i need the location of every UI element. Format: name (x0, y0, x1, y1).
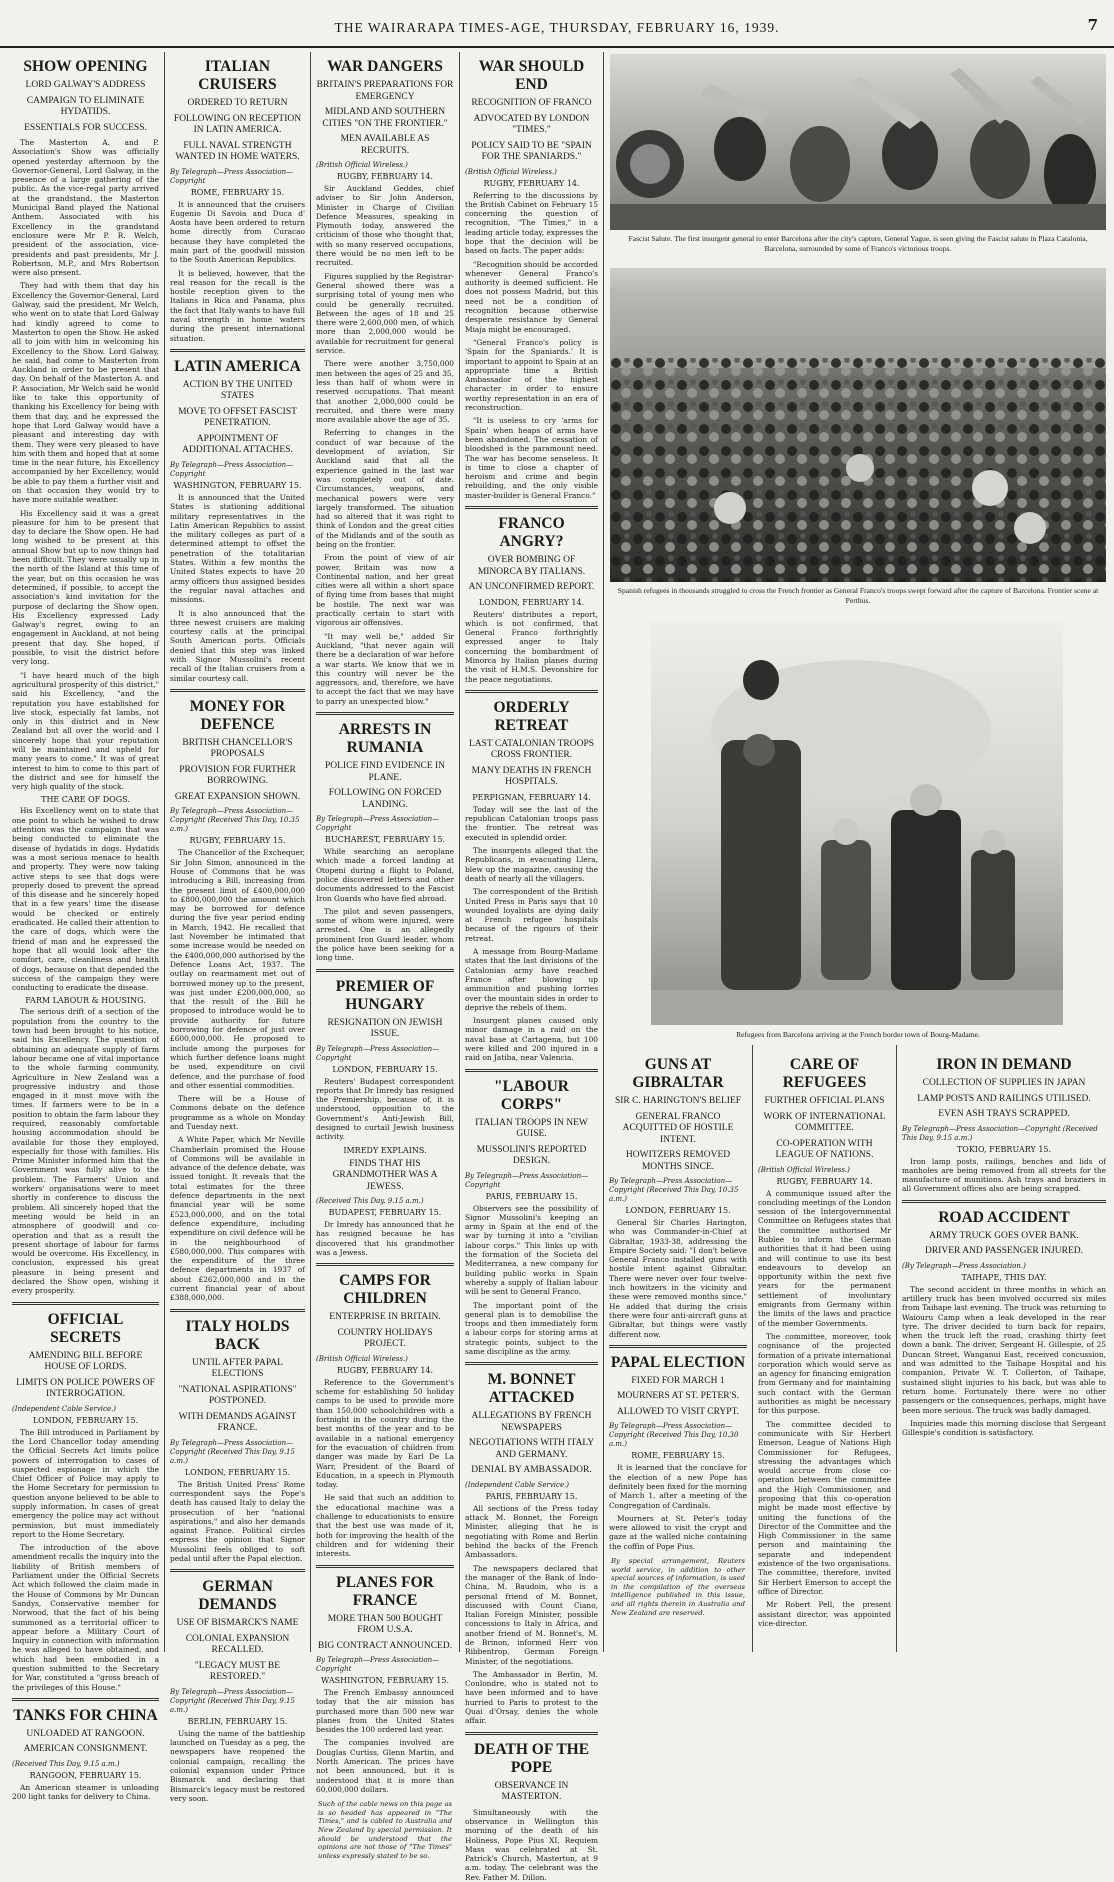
paragraph: The correspondent of the British United Press in Paris says that 10 wounded loyalists are dying daily at French refugee hospitals because of the rigours of their retreat. (465, 887, 598, 943)
paragraph: There were another 3,750,000 men between the ages of 25 and 35, less than half of whom were in reserved occupations. That meant that another 2,000,000 could be recruited, and there were many more available above the age of 35. (316, 359, 454, 425)
headline: WAR DANGERS (327, 58, 443, 75)
byline: (Received This Day, 9.15 a.m.) (12, 1759, 120, 1768)
column-rule (164, 52, 165, 1652)
subheading: BIG CONTRACT ANNOUNCED. (317, 1640, 453, 1651)
byline: (Received This Day, 9.15 a.m.) (316, 1197, 424, 1206)
paragraph: Reuters' Budapest correspondent reports that Dr Imredy has resigned the Premiership, because of, it is understood, opposition to the Government's Anti-Jewish Bill, designed to curtail Jewish business activity. (316, 1076, 454, 1142)
dateline: LONDON, FEBRUARY 15. (625, 1206, 731, 1215)
column-4 (465, 52, 598, 1882)
headline: FRANCO ANGRY? (498, 515, 565, 550)
subheading: MOURNERS AT ST. PETER'S. (617, 1391, 739, 1402)
divider (902, 1200, 1106, 1203)
subheading: POLICE FIND EVIDENCE IN PLANE. (324, 761, 446, 783)
subheading: LAST CATALONIAN TROOPS CROSS FRONTIER. (468, 738, 595, 761)
photo-bourg-madame (651, 620, 1063, 1025)
reuters-note: By special arrangement, Reuters world service, in addition to other special sources of information, is used in the compilation of the overseas intelligence published in this issue, and all rights therein in Australia and New Zealand are reserved. (611, 1557, 745, 1617)
article-official-secrets (12, 1311, 159, 1692)
article-tanks-for-china (12, 1707, 159, 1802)
paragraph: "General Franco's policy is 'Spain for the Spaniards.' It is important to appoint to Spain at an appropriate time a British Ambassador of the highest character in order to ensure worthy representation in an era of reconstruction. (465, 337, 598, 413)
article-money-for-defence (170, 698, 305, 1303)
subheading: ADVOCATED BY LONDON "TIMES." (473, 113, 590, 135)
headline: MONEY FOR DEFENCE (189, 697, 286, 733)
byline: By Telegraph—Press Association—Copyright (Received This Day, 9.15 a.m.) (170, 1438, 295, 1465)
paragraph: Observers see the possibility of Signor Mussolini's keeping an army in Spain at the end of the war by turning it into a "civilian labour corps." This links up with the formation of the Societa del Mediterranea, a new company for building public works in Spain whereby a supply of Italian labour will be sent to General Franco. (465, 1203, 598, 1297)
dateline: PARIS, FEBRUARY 15. (485, 1491, 578, 1501)
subheading: GENERAL FRANCO ACQUITTED OF HOSTILE INTENT. (622, 1111, 734, 1145)
column-5 (609, 1050, 747, 1650)
paragraph: "It is useless to cry 'arms for Spain' when heaps of arms have been abandoned. The cessation of bloodshed is the paramount need. The war has become senseless. It is time to close a chapter of heroism and crime and begin rebuilding, and the only visible master-builder is General Franco." (465, 416, 598, 500)
divider (316, 1263, 454, 1266)
subheading: FOLLOWING ON FORCED LANDING. (328, 788, 442, 810)
article-war-should-end (465, 58, 598, 500)
article-papal-election (609, 1354, 747, 1617)
dateline: ROME, FEBRUARY 15. (190, 187, 285, 197)
byline: (Independent Cable Service.) (12, 1404, 117, 1413)
divider (465, 506, 598, 509)
divider (465, 1069, 598, 1072)
subheading: ITALIAN TROOPS IN NEW GUISE. (475, 1117, 588, 1140)
dateline: BUCHAREST, FEBRUARY 15. (325, 835, 445, 845)
byline: By Telegraph—Press Association—Copyright (Received This Day, 10.30 a.m.) (609, 1422, 739, 1449)
paragraph: He said that such an addition to the educational machine was a challenge to educationists to ensure that the best use was made of it, both for improving the health of the children and for widening their interests. (316, 1493, 454, 1559)
byline: By Telegraph—Press Association—Copyright (170, 167, 294, 185)
headline: DEATH OF THE POPE (473, 1740, 590, 1776)
paragraph: All sections of the Press today attack M. Bonnet, the Foreign Minister, alleging that he is negotiating with Rome and Berlin behind the backs of the French Ambassadors. (465, 1503, 598, 1560)
headline: ITALIAN CRUISERS (198, 58, 277, 93)
subheading: NEGOTIATIONS WITH ITALY AND GERMANY. (468, 1438, 595, 1460)
photo-fascist-salute (610, 54, 1106, 230)
headline: WAR SHOULD END (478, 58, 585, 93)
byline: By Telegraph—Press Association—Copyright (170, 460, 294, 478)
subheading: "LEGACY MUST BE RESTORED." (194, 1660, 281, 1683)
dateline: LONDON, FEBRUARY 15. (332, 1064, 438, 1074)
subheading: COLLECTION OF SUPPLIES IN JAPAN (922, 1078, 1086, 1088)
subheading: SIR C. HARINGTON'S BELIEF (614, 1096, 742, 1106)
article-war-dangers (316, 58, 454, 706)
subheading: MUSSOLINI'S REPORTED DESIGN. (476, 1144, 587, 1167)
photo-caption: Spanish refugees in thousands struggled to cross the French frontier as General Franco's troops swept forward after the capture of Barcelona. Frontier scene at Perthus. (617, 586, 1099, 605)
divider (609, 1345, 747, 1348)
headline: PREMIER OF HUNGARY (335, 977, 435, 1013)
subheading: OVER BOMBING OF MINORCA BY ITALIANS. (477, 555, 586, 577)
subheading: DENIAL BY AMBASSADOR. (471, 1465, 592, 1476)
paragraph: Iron lamp posts, railings, benches and lids of manholes are being removed from all streets for the manufacture of munitions. Ash trays and braziers in all Government offices also are being scrapped. (902, 1156, 1106, 1194)
headline: "LABOUR CORPS" (494, 1077, 569, 1113)
paragraph: His Excellency said it was a great pleasure for him to be present that day to declare the Show open. He had long wished to be present at this annual Show but up to now things had been difficult. They were usually up in the north of the Island at this time of the year, but on this occasion he was determined, if possible, to accept the association's kind invitation for the purpose of declaring the Show open. His Excellency expressed Lady Galway's regret, owing to an engagement in Auckland, at not being present that day. She hoped, if possible, to visit the district before very long. (12, 508, 159, 667)
paragraph: It is learned that the conclave for the election of a new Pope has definitely been fixed for the morning of March 1, after a meeting of the Congregation of Cardinals. (609, 1463, 747, 1510)
dateline: TAIHAPE, THIS DAY. (961, 1272, 1047, 1282)
article-labour-corps (465, 1078, 598, 1357)
subheading: LAMP POSTS AND RAILINGS UTILISED. (917, 1093, 1091, 1104)
subheading: APPOINTMENT OF ADDITIONAL ATTACHES. (182, 433, 293, 456)
paragraph: General Sir Charles Harington, who was Commander-in-Chief at Gibraltar, 1933-38, addressing the Empire Society said: "I don't believe General Franco installed guns with hostile intent against Gibraltar. There were never over four twelve-inch howitzers in the vicinity and these were removed months since." He added that during the crisis there were four anti-aircraft guns at Gibraltar, but things were vastly different now. (609, 1218, 747, 1339)
byline: By Telegraph—Press Association—Copyright (316, 1044, 440, 1062)
paragraph: The Chancellor of the Exchequer, Sir John Simon, announced in the House of Commons that he was introducing a Bill, increasing from the present limit of £400,000,000 to £800,000,000 the amount which may be borrowed for defence during the five year period ending in March, 1942. He recalled that last November he intimated that some increase would be needed on the £400,000,000 authorised by the Defence Loans Act, 1937. The outlay on rearmament met out of borrowed money up to the present, was just under £200,000,000, so that the result of the Bill he proposed to introduce would be to provide authority for future borrowing for defence of just over £600,000,000. He proposed to include among the purposes for which further defence loans might be used, expenditure on civil defence, and the purchase of food and other essential commodities. (170, 848, 305, 1090)
subheading: EVEN ASH TRAYS SCRAPPED. (938, 1109, 1070, 1119)
subheading: RESIGNATION ON JEWISH ISSUE. (327, 1017, 443, 1040)
subheading: AN UNCONFIRMED REPORT. (468, 582, 595, 592)
headline: ROAD ACCIDENT (938, 1208, 1070, 1226)
subheading: ESSENTIALS FOR SUCCESS. (24, 122, 147, 133)
subheading: MORE THAN 500 BOUGHT FROM U.S.A. (327, 1613, 443, 1635)
dateline: PERPIGNAN, FEBRUARY 14. (472, 792, 591, 802)
subheading: COLONIAL EXPANSION RECALLED. (185, 1633, 290, 1656)
dateline: LONDON, FEBRUARY 15. (184, 1467, 291, 1477)
paragraph: The British United Press' Rome correspondent says the Pope's death has caused Italy to delay the prosecution of her "national aspirations," and also her demands against France. Political circles express the opinion that Signor Mussolini feels obliged to soft pedal until after the Papal election. (170, 1479, 305, 1564)
subheading: WITH DEMANDS AGAINST FRANCE. (178, 1411, 297, 1434)
dateline: LONDON, FEBRUARY 15. (32, 1415, 139, 1425)
article-premier-of-hungary (316, 978, 454, 1258)
byline: (British Official Wireless.) (758, 1165, 850, 1174)
subheading: HOWITZERS REMOVED MONTHS SINCE. (625, 1150, 731, 1172)
paragraph: A communique issued after the concluding meetings of the London session of the Intergovernmental Committee on Refugees states that the committee authorised Mr Rublee to inform the German authorities that it had been using and will continue to use its best endeavours to develop an opportunity within the next five years for the permanent settlement of involuntary emigrants from Germany within the limits of the laws and practice of the member Governments. (758, 1188, 891, 1328)
paragraph: The Ambassador in Berlin, M. Coulondre, who is stated not to have been informed and to have hurried to Paris to protest to the Quai d'Orsay, denies the whole affair. (465, 1669, 598, 1726)
dateline: ROME, FEBRUARY 15. (631, 1451, 725, 1461)
paragraph: They had with them that day his Excellency the Governor-General, Lord Galway, said the president, Mr Welch, who went on to state that Lord Galway had kindly agreed to come to Masterton to open the Show. He asked all to join with him in welcoming his Excellency to the Show. Lord Galway, he said, had come to Masterton from Auckland in order to be present that day. On behalf of the Masterton A. and P. Association, Mr Welch said he would like to take this opportunity of thanking his Excellency for being with them that day, and he expressed the hope that Lord Galway would have a pleasant and interesting day with them. They were very pleased to have him with them and hoped that at some time in the near future, his Excellency accompanied by her Excellency, would be able to pay them a further visit and on that occasion they would try to have more suitable weather. (12, 281, 159, 505)
headline: OFFICIAL SECRETS (47, 1310, 124, 1346)
article-iron-in-demand (902, 1056, 1106, 1194)
subheading: "NATIONAL ASPIRATIONS" POSTPONED. (178, 1384, 297, 1407)
paragraph: "Recognition should be accorded whenever General Franco's authority is deemed sufficient. He does not possess Madrid, but this need not be a condition of recognition because otherwise desperate resistance by General Miaja might be encouraged. (465, 259, 598, 334)
headline: ITALY HOLDS BACK (185, 1317, 290, 1353)
paragraph: Mourners at St. Peter's today were allowed to visit the crypt and gaze at the walled niche containing the coffin of Pope Pius. (609, 1513, 747, 1551)
dateline: PARIS, FEBRUARY 15. (485, 1191, 578, 1201)
column-rule (896, 1045, 897, 1652)
byline: By Telegraph—Press Association—Copyright (316, 1656, 440, 1673)
dateline: WASHINGTON, FEBRUARY 15. (173, 480, 302, 490)
subheading: USE OF BISMARCK'S NAME (176, 1618, 299, 1629)
dateline: WASHINGTON, FEBRUARY 15. (321, 1676, 449, 1685)
divider (465, 690, 598, 693)
byline: By Telegraph—Press Association—Copyright (Received This Day, 9.15 a.m.) (902, 1124, 1098, 1142)
section-heading: FARM LABOUR & HOUSING. (25, 996, 146, 1006)
dateline: TOKIO, FEBRUARY 15. (956, 1144, 1052, 1154)
dateline: LONDON, FEBRUARY 14. (478, 597, 585, 607)
column-3 (316, 52, 454, 1860)
byline: (By Telegraph—Press Association.) (902, 1261, 1026, 1270)
column-1 (12, 52, 159, 1802)
divider (12, 1302, 159, 1305)
paragraph: The newspapers declared that the manager of the Bank of Indo-China, M. Baudoin, who is a personal friend of M. Bonnet, discussed with Count Ciano, Italian Foreign Minister, possible concessions to Italy in Africa, and another friend of M. Bonnet's, M. de Brinon, informed Herr von Ribbentrop, German Foreign Minister, of the negotiations. (465, 1563, 598, 1666)
subheading: FINDS THAT HIS GRANDMOTHER WAS A JEWESS. (332, 1158, 438, 1192)
article-death-of-the-pope (465, 1741, 598, 1882)
subheading: LIMITS ON POLICE POWERS OF INTERROGATION. (16, 1377, 155, 1400)
paragraph: "It may well be," added Sir Auckland, "that never again will there be a declaration of war before a war starts. We know that we in this country will never be the aggressors, and, therefore, we have to accept the fact that we may have to parry an unexpected blow." (316, 631, 454, 706)
headline: M. BONNET ATTACKED (487, 1371, 576, 1407)
headline: GERMAN DEMANDS (198, 1578, 277, 1614)
byline: (Independent Cable Service.) (465, 1480, 570, 1489)
article-planes-for-france (316, 1574, 454, 1861)
headline: CAMPS FOR CHILDREN (339, 1272, 431, 1308)
article-bonnet-attacked (465, 1371, 598, 1725)
subheading: ARMY TRUCK GOES OVER BANK. (929, 1230, 1079, 1241)
paragraph: There will be a House of Commons debate on the defence programme as a whole on Monday and Tuesday next. (170, 1094, 305, 1131)
paragraph: Referring to changes in the conduct of war because of the development of aviation, Sir Auckland said that all the experience gained in the last war was completely out of date. Circumstances, weapons, and mechanical powers were very largely transformed. The situation had so altered that it was right to think of London and the great cities of the Midlands and of the south as being on the frontier. (316, 428, 454, 549)
headline: ORDERLY RETREAT (493, 698, 570, 734)
byline: (British Official Wireless.) (316, 1354, 408, 1363)
subheading: AMENDING BILL BEFORE HOUSE OF LORDS. (28, 1350, 143, 1373)
article-care-of-refugees (758, 1056, 891, 1628)
byline: By Telegraph—Press Association—Copyright (465, 1171, 589, 1189)
paragraph: The Bill introduced in Parliament by the Lord Chancellor today amending the Official Secrets Act limits police powers of interrogation to cases of suspected espionage in which the Chief Officer of Police may apply to the Home Secretary for permission to question anyone believed to be able to supply information. In cases of great emergency the police may act without permission, but must immediately report to the Home Secretary. (12, 1427, 159, 1539)
column-2 (170, 52, 305, 1803)
headline: IRON IN DEMAND (936, 1056, 1072, 1073)
article-german-demands (170, 1578, 305, 1803)
paragraph: It is also announced that the three newest cruisers are making courtesy calls at the principal South American ports. Officials denied that this step was linked with Signor Mussolini's recent recall of the Italian cruisers from a similar courtesy call. (170, 608, 305, 683)
subheading: UNLOADED AT RANGOON. (26, 1728, 145, 1739)
page-number: 7 (1087, 16, 1098, 34)
section-heading: IMREDY EXPLAINS. (343, 1145, 427, 1155)
column-rule (752, 1045, 753, 1652)
headline: ARRESTS IN RUMANIA (338, 721, 432, 757)
copyright-note: Such of the cable news on this page as is so headed has appeared in "The Times," and is cabled to Australia and New Zealand by special permission. It should be understood that the opinions are not those of "The Times" unless expressly stated to be so. (318, 1800, 452, 1860)
divider (170, 689, 305, 692)
dateline: RUGBY, FEBRUARY 14. (336, 172, 434, 181)
subheading: FOLLOWING ON RECEPTION IN LATIN AMERICA. (173, 113, 302, 135)
column-rule (603, 52, 604, 1652)
photo-bourg-madame-image (651, 620, 1063, 1025)
divider (465, 1732, 598, 1735)
paragraph: Simultaneously with the observance in Wellington this morning of the death of his Holiness, Pope Pius XI, Requiem Mass was celebrated at St. Patrick's Church, Masterton, at 9 a.m. today. The celebrant was the Rev. Father M. Dillon. (465, 1807, 598, 1882)
headline: PAPAL ELECTION (610, 1353, 746, 1371)
paragraph: The Masterton A. and P. Association's Show was officially opened yesterday afternoon by the Governor-General, Lord Galway, in the presence of a large gathering of the public. As the vice-regal party arrived at the grandstand, the Masterton Municipal Band played the National Anthem. Associated with his Excellency in the grandstand enclosure were Mr P. R. Welch, president of the association, vice-presidents and past presidents, Mr J. Robertson, M.P., and Mrs Robertson were also present. (12, 138, 159, 278)
paragraph: Today will see the last of the republican Catalonian troops pass the frontier. The retreat was executed in splendid order. (465, 804, 598, 842)
paragraph: An American steamer is unloading 200 light tanks for delivery to China. (12, 1782, 159, 1802)
masthead (0, 0, 1114, 48)
paragraph: From the point of view of air power, Britain was now a Continental nation, and her great cities were all within a short space of flying time from bases that might be hostile. The next war was practically certain to start with vigorous air offensives. (316, 553, 454, 628)
paragraph: It is announced that the cruisers Eugenio Di Savoia and Duca d' Aosta have been ordered to return home directly from Curacao because they have completed the main part of the goodwill mission to the South American Republics. (170, 199, 305, 265)
byline: By Telegraph—Press Association—Copyright (Received This Day, 10.35 a.m.) (170, 807, 300, 834)
photo-caption: Fascist Salute. The first insurgent general to enter Barcelona after the city's capture, General Yague, is seen giving the Fascist salute in Plaza Catalonia, Barcelona, surrounded by some of Franco's victorious troops. (628, 234, 1088, 253)
subheading: RECOGNITION OF FRANCO (471, 98, 592, 108)
subheading: AMERICAN CONSIGNMENT. (23, 1744, 148, 1755)
paragraph: Reference to the Government's scheme for establishing 50 holiday camps to be used to provide more than 150,000 schoolchildren with a fortnight in the country during the best months of the year and to be available in a national emergency for the evacuation of children from danger was made by Earl De La Warr, President of the Board of Education, in a speech in Plymouth today. (316, 1377, 454, 1490)
subheading: MIDLAND AND SOUTHERN CITIES "ON THE FRONTIER." (322, 107, 448, 129)
paragraph: The companies involved are Douglas Curtiss, Glenn Martin, and North American. The prices have not been announced, but it is understood that it is more than 60,000,000 dollars. (316, 1738, 454, 1794)
article-guns-at-gibraltar (609, 1056, 747, 1339)
photo-refugees-perthus (610, 268, 1106, 582)
dateline: BERLIN, FEBRUARY 15. (187, 1716, 288, 1726)
dateline: RUGBY, FEBRUARY 15. (189, 836, 286, 846)
byline: By Telegraph—Press Association—Copyright (Received This Day, 10.35 a.m.) (609, 1177, 739, 1203)
paragraph: Using the name of the battleship launched on Tuesday as a peg, the newspapers have reopened the colonial campaign, recalling the colonial expansion under Prince Bismarck and declaring that Bismarck's legacy must be restored very soon. (170, 1728, 305, 1803)
paragraph: The serious drift of a section of the population from the country to the town had been brought to his notice, said his Excellency. The question of obtaining an adequate supply of farm labour became one of vital importance to the whole farming community. Agriculture in New Zealand was a progressive industry and those engaged in it must move with the times. If farmers were to be in a position to obtain the farm labour they required, reasonably comfortable housing accommodation should be available for those they employed, especially for those with families. His Prime Minister informed him that the Government was fully alive to the problem. The Farmers' Union and workers' organisations were to meet shortly in conference to discuss the problem. All sincerely hoped that the meeting would be held in an atmosphere of goodwill and co-operation and that as a result the present shortage of labour for farms would be overcome. His Excellency, in conclusion, expressed his great pleasure in being present and declared the Show open, wishing it every prosperity. (12, 1007, 159, 1296)
paragraph: Sir Auckland Geddes, chief adviser to Sir John Anderson, Minister in Charge of Civilian Defence Measures, speaking in Plymouth today, answered the criticism of those who thought that, with so many reserved occupations, there would be no men left to be recruited. (316, 184, 454, 268)
headline: CARE OF REFUGEES (782, 1056, 867, 1091)
subheading: MANY DEATHS IN FRENCH HOSPITALS. (471, 765, 592, 788)
paragraph: The committee, moreover, took cognisance of the projected formation of a private international corporation which would serve as an agency for financing emigration from Germany and for maintaining such contact with the German authorities as might be necessary for this purpose. (758, 1331, 891, 1416)
article-arrests-in-rumania (316, 721, 454, 963)
article-orderly-retreat (465, 699, 598, 1063)
subheading: DRIVER AND PASSENGER INJURED. (924, 1246, 1083, 1257)
masthead-title: THE WAIRARAPA TIMES-AGE, THURSDAY, FEBRUARY 16, 1939. (334, 20, 780, 35)
divider (316, 969, 454, 972)
paragraph: While searching an aeroplane which made a forced landing at Otopeni during a flight to Poland, police discovered letters and other documents addressed to the Fascist Iron Guards who have fled abroad. (316, 847, 454, 903)
subheading: POLICY SAID TO BE "SPAIN FOR THE SPANIARDS." (471, 140, 592, 162)
divider (465, 1362, 598, 1365)
subheading: FULL NAVAL STRENGTH WANTED IN HOME WATERS. (175, 140, 300, 162)
divider (170, 1309, 305, 1312)
paragraph: Reuters' distributes a report, which is not confirmed, that General Franco forthrightly expressed anger to Italy concerning the bombardment of Minorca by Italian planes during the visit of H.M.S. Devonshire for the peace negotiations. (465, 609, 598, 684)
byline: By Telegraph—Press Association—Copyright (Received This Day, 9.15 a.m.) (170, 1687, 295, 1714)
article-road-accident (902, 1209, 1106, 1438)
subheading: CAMPAIGN TO ELIMINATE HYDATIDS. (26, 95, 145, 117)
headline: GUNS AT GIBRALTAR (632, 1056, 724, 1091)
paragraph: The second accident in three months in which an artillery truck has been involved occurred six miles from Taihape last evening. The truck was returning to Waiouru Camp when a leak developed in the rear tyre. The driver decided to turn back for repairs, when the truck left the road, crashing thirty feet down a bank. The driver, Sergeant H. Gillespie, of 25 Duncan Street, Wanganui East, received concussion, and was admitted to the Taihape Hospital and his companion, Private W. T. Collerton, of Taihape, sustained slight injuries to his back, but was able to return home. Fortunately there were no other passengers or the consequences, perhaps, might have been more serious. The truck was badly damaged. (902, 1284, 1106, 1415)
paragraph: It is announced that the United States is stationing additional military representatives in the Latin American Republics to assist the military colleges as part of a determined attempt to offset the penetration of the totalitarian States. Within a few months the United States expects to have 20 army officers thus assigned besides the regular naval attaches and missions. (170, 492, 305, 605)
dateline: BUDAPEST, FEBRUARY 15. (328, 1208, 442, 1218)
subheading: ORDERED TO RETURN (187, 98, 288, 108)
divider (170, 349, 305, 352)
paragraph: The committee decided to communicate with Sir Herbert Emerson, League of Nations High Commissioner for Refugees, stressing the advantages which would accrue from close co-operation between the committee and the High Commissioner, and proposing that this co-operation might be made most effective by uniting the functions of the Director of the Committee and the High Commissioner in the same person and maintaining the separate and independent existence of the two organisations. The committee, therefore, invited Sir Herbert Emerson to accept the office of Director. (758, 1419, 891, 1596)
divider (316, 712, 454, 715)
subheading: CO-OPERATION WITH LEAGUE OF NATIONS. (775, 1138, 874, 1160)
paragraph: The pilot and seven passengers, some of whom were injured, were arrested. One is an allegedly prominent Iron Guard leader, whom the police have been seeking for a long time. (316, 906, 454, 963)
paragraph: A message from Bourg-Madame states that the last divisions of the Catalonian army have reached France after blowing up ammunition and pushing lorries over the mountain sides in order to deprive the rebels of them. (465, 947, 598, 1012)
photo-fascist-salute-image (610, 54, 1106, 230)
paragraph: Inquiries made this morning disclose that Sergeant Gillespie's condition is satisfactory. (902, 1418, 1106, 1438)
paragraph: Dr Imredy has announced that he has resigned because he has discovered that his grandmother was a Jewess. (316, 1220, 454, 1258)
subheading: BRITAIN'S PREPARATIONS FOR EMERGENCY (316, 80, 454, 102)
byline: By Telegraph—Press Association—Copyright (316, 815, 440, 833)
divider (12, 1698, 159, 1701)
article-latin-america (170, 358, 305, 683)
dateline: RUGBY, FEBRUARY 14. (776, 1176, 873, 1186)
subheading: BRITISH CHANCELLOR'S PROPOSALS (182, 737, 293, 760)
dateline: RUGBY, FEBRUARY 14. (483, 178, 580, 188)
headline: SHOW OPENING (23, 58, 148, 75)
byline: (British Official Wireless.) (465, 167, 557, 176)
column-6 (758, 1050, 891, 1650)
photo-caption: Refugees from Barcelona arriving at the French border town of Bourg-Madame. (736, 1030, 980, 1039)
paragraph: The French Embassy announced today that the air mission has purchased more than 500 new war planes from the United States besides the 100 ordered last year. (316, 1688, 454, 1735)
article-franco-angry (465, 515, 598, 684)
dateline: RUGBY, FEBRUARY 14. (336, 1365, 434, 1375)
article-camps-for-children (316, 1272, 454, 1558)
paragraph: "I have heard much of the high agricultural prosperity of this district," said his Excellency, "and the reputation you have established for live stock, especially fat lambs, not only in this district and in New Zealand but all over the world and I sincerely hope that your reputation will be maintained and upheld for many years to come." It was of great interest to him to come to this part of the district and see for himself the very high quality of the stock. (12, 670, 159, 792)
paragraph: The important point of the general plan is to demobilise the troops and then immediately form a labour corps for storing arms at strategic points, subject to the same discipline as the army. (465, 1300, 598, 1357)
subheading: GREAT EXPANSION SHOWN. (174, 791, 301, 802)
dateline: RANGOON, FEBRUARY 15. (29, 1770, 142, 1780)
subheading: WORK OF INTERNATIONAL COMMITTEE. (763, 1111, 886, 1133)
article-show-opening (12, 58, 159, 1296)
headline: TANKS FOR CHINA (13, 1706, 158, 1724)
subheading: PROVISION FOR FURTHER BORROWING. (179, 764, 296, 787)
subheading: FURTHER OFFICIAL PLANS (764, 1096, 885, 1106)
paragraph: It is believed, however, that the real reason for the recall is the hostile reception given to the Italians in Rica and Panama, plus the fact that Italy wants to have full naval strength in home waters during the present international situation. (170, 268, 305, 343)
divider (316, 1565, 454, 1568)
column-7 (902, 1050, 1106, 1650)
subheading: UNTIL AFTER PAPAL ELECTIONS (192, 1357, 283, 1380)
paragraph: His Excellency went on to state that one point to which he wished to draw attention was the campaign that was being conducted to eliminate the disease of hydatids in dogs. Hydatids was a most serious menace to health and property. They were now taking active steps to see that dogs were properly dosed to prevent the spread of this disease and he sincerely hoped that in a few years' time the disease would be checked or entirely eradicated. He called their attention to the care of dogs, which were the friend of man and he expressed the hope that all would look after the comfort, care, cleanliness and health of dogs, because on that depended the success of the campaign they were conducting to eradicate the disease. (12, 806, 159, 993)
subheading: ALLOWED TO VISIT CRYPT. (616, 1406, 740, 1417)
column-rule (310, 52, 311, 1652)
paragraph: A White Paper, which Mr Neville Chamberlain promised the House of Commons will be available in advance of the defence debate, was issued tonight. It reveals that the total estimates for the three defence departments in the next financial year will be some £523,000,000, and on the total defence expenditure, including expenditure on civil defence will be in the neighbourhood of £580,000,000. This compares with the expenditure of the three defence departments in 1937 of about £262,000,000 and in the current financial year of about £388,000,000. (170, 1135, 305, 1303)
paragraph: Figures supplied by the Registrar-General showed there was a surprising total of young men who could be generally recruited. Between the ages of 18 and 25 there were 2,600,000 men, of which more than 2,000,000 would be available for recruitment for general service. (316, 271, 454, 356)
subheading: LORD GALWAY'S ADDRESS (25, 80, 146, 90)
article-italy-holds-back (170, 1318, 305, 1564)
section-heading: THE CARE OF DOGS. (41, 795, 130, 805)
subheading: ACTION BY THE UNITED STATES (182, 379, 293, 402)
byline: (British Official Wireless.) (316, 161, 408, 169)
headline: PLANES FOR FRANCE (336, 1573, 434, 1609)
column-rule (459, 52, 460, 1652)
subheading: COUNTRY HOLIDAYS PROJECT. (337, 1327, 433, 1350)
article-italian-cruisers (170, 58, 305, 343)
headline: LATIN AMERICA (174, 357, 301, 375)
paragraph: The introduction of the above amendment recalls the inquiry into the liability of British members of Parliament under the Official Secrets Act which followed the claim made in the House of Commons by Mr Duncan Sandys, Conservative member for Norwood, that the fact of his being summoned as a territorial officer to appear before a Military Court of Inquiry in connection with information he was alleged to have obtained, and which had been embodied in a question submitted to the Secretary for War, constituted a "gross breach of the privileges of this House." (12, 1543, 159, 1692)
subheading: MOVE TO OFFSET FASCIST PENETRATION. (178, 406, 297, 429)
subheading: MEN AVAILABLE AS RECRUITS. (340, 134, 430, 156)
paragraph: Mr Robert Pell, the present assistant director, was appointed vice-director. (758, 1600, 891, 1628)
photo-refugees-perthus-image (610, 268, 1106, 582)
paragraph: Insurgent planes caused only minor damage in a raid on the naval base at Cartagena, but 100 were killed and 200 injured in a raid on Jatiba, near Valencia. (465, 1016, 598, 1063)
subheading: ENTERPRISE IN BRITAIN. (329, 1312, 441, 1323)
divider (170, 1569, 305, 1572)
subheading: FIXED FOR MARCH 1 (631, 1375, 725, 1386)
paragraph: Referring to the discussions by the British Cabinet on February 15 concerning the question of recognition, "The Times," in a leading article today, expresses the hope that the decision will be based on facts. The paper adds: (465, 190, 598, 256)
paragraph: The insurgents alleged that the Republicans, in evacuating Llera, blew up the magazine, causing the death of nearly all the villagers. (465, 846, 598, 883)
subheading: ALLEGATIONS BY FRENCH NEWSPAPERS (471, 1411, 592, 1433)
subheading: OBSERVANCE IN MASTERTON. (494, 1780, 569, 1803)
